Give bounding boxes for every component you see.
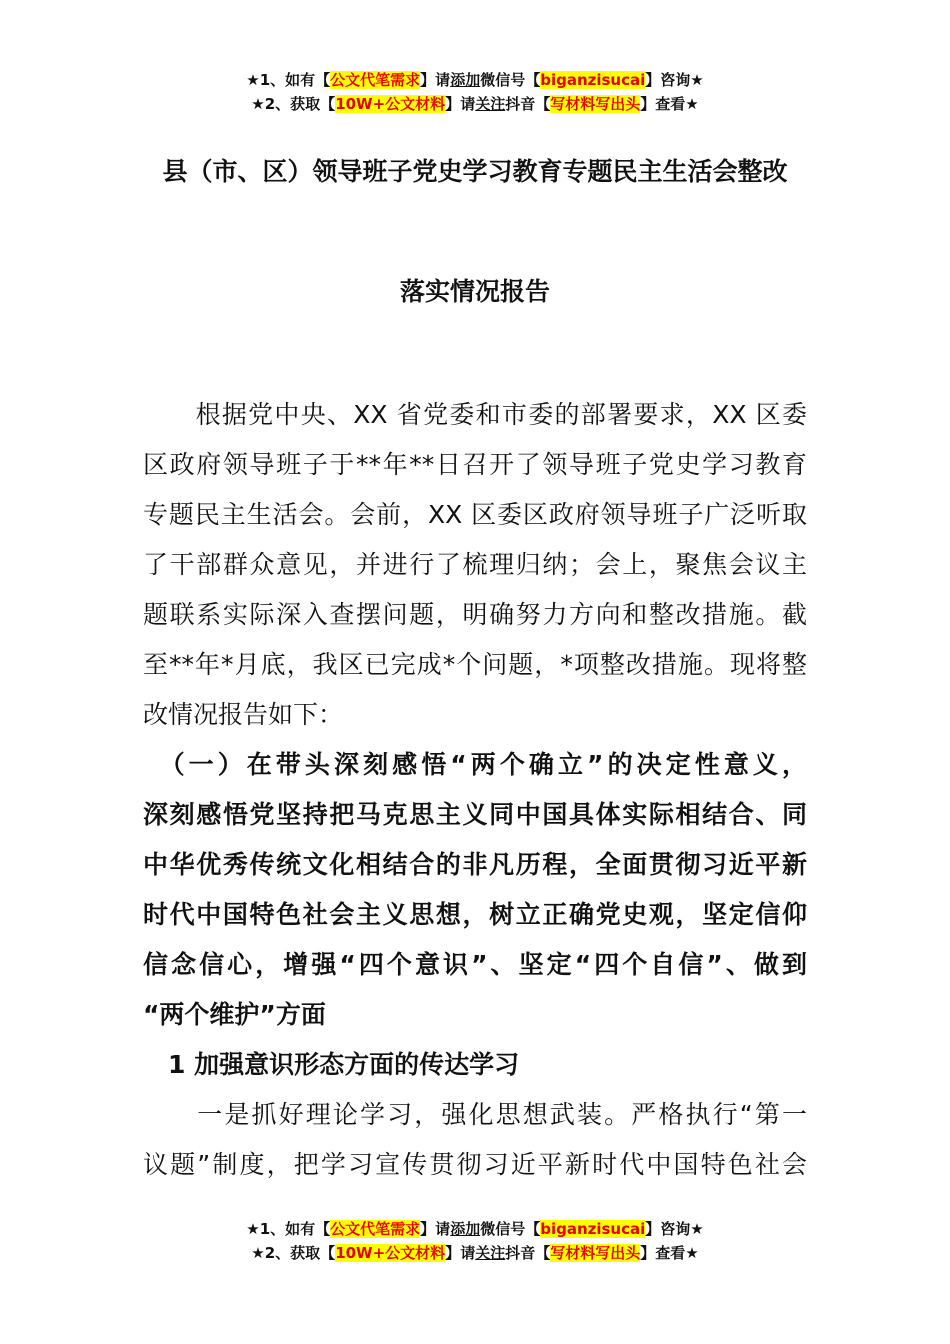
banner-line-1: [0, 68, 950, 92]
text-line: 改情况报告如下：: [143, 700, 344, 729]
subheading-1: [143, 1040, 807, 1090]
paragraph-2: [143, 1090, 807, 1190]
banner-highlight-materials: 10W+公文材料: [335, 95, 446, 113]
text-line: 议题”制度，把学习宣传贯彻习近平新时代中国特色社会: [143, 1150, 807, 1179]
banner-text: 】请: [420, 1220, 451, 1238]
bottom-banner: [0, 1217, 950, 1265]
banner-text: 】请: [445, 1244, 476, 1262]
banner-text: 】查看★: [640, 1244, 699, 1262]
banner-highlight-service: 公文代笔需求: [330, 71, 421, 89]
banner-underline-add: 添加: [450, 1220, 481, 1238]
heading-line: 中华优秀传统文化相结合的非凡历程，全面贯彻习近平新: [143, 850, 807, 879]
text-line: 根据党中央、XX 省党委和市委的部署要求，XX 区委: [143, 400, 807, 429]
banner-line-1: [0, 1217, 950, 1241]
banner-underline-add: 添加: [450, 71, 481, 89]
banner-text: ★2、获取【: [251, 1244, 336, 1262]
text-line: 专题民主生活会。会前，XX 区委区政府领导班子广泛听取: [143, 500, 807, 529]
banner-line-2: [0, 92, 950, 116]
text-line: 了干部群众意见，并进行了梳理归纳；会上，聚焦会议主: [143, 550, 807, 579]
banner-text: 】咨询★: [645, 1220, 704, 1238]
section-heading-1: [143, 740, 807, 1040]
document-title-line-1: 县（市、区）领导班子党史学习教育专题民主生活会整改: [162, 157, 788, 186]
banner-line-2: [0, 1241, 950, 1265]
banner-text: 】咨询★: [645, 71, 704, 89]
banner-highlight-wechat-id: biganzisucai: [540, 71, 646, 89]
text-line: 至**年*月底，我区已完成*个问题，*项整改措施。现将整: [143, 650, 807, 679]
heading-line: 深刻感悟党坚持把马克思主义同中国具体实际相结合、同: [143, 800, 807, 829]
banner-text: ★2、获取【: [251, 95, 336, 113]
top-banner: [0, 68, 950, 116]
banner-text: 微信号【: [480, 71, 541, 89]
heading-line: 信念信心，增强“四个意识”、坚定“四个自信”、做到: [143, 950, 807, 979]
banner-text: 微信号【: [480, 1220, 541, 1238]
subheading-line: 1 加强意识形态方面的传达学习: [143, 1050, 520, 1079]
heading-line: （一）在带头深刻感悟“两个确立”的决定性意义，: [143, 750, 807, 779]
banner-text: 】查看★: [640, 95, 699, 113]
banner-highlight-materials: 10W+公文材料: [335, 1244, 446, 1262]
banner-text: ★1、如有【: [246, 1220, 331, 1238]
banner-highlight-douyin: 写材料写出头: [550, 95, 641, 113]
banner-text: 】请: [445, 95, 476, 113]
banner-highlight-service: 公文代笔需求: [330, 1220, 421, 1238]
document-title-line-2: 落实情况报告: [399, 277, 550, 306]
text-line: 区政府领导班子于**年**日召开了领导班子党史学习教育: [143, 450, 807, 479]
banner-text: 抖音【: [505, 1244, 551, 1262]
banner-text: 抖音【: [505, 95, 551, 113]
intro-paragraph: [143, 390, 807, 740]
text-line: 一是抓好理论学习，强化思想武装。严格执行“第一: [143, 1100, 807, 1129]
banner-text: 】请: [420, 71, 451, 89]
banner-underline-follow: 关注: [475, 1244, 506, 1262]
banner-highlight-wechat-id: biganzisucai: [540, 1220, 646, 1238]
heading-line: “两个维护”方面: [143, 1000, 326, 1029]
banner-text: ★1、如有【: [246, 71, 331, 89]
text-line: 题联系实际深入查摆问题，明确努力方向和整改措施。截: [143, 600, 807, 629]
heading-line: 时代中国特色社会主义思想，树立正确党史观，坚定信仰: [143, 900, 807, 929]
banner-highlight-douyin: 写材料写出头: [550, 1244, 641, 1262]
banner-underline-follow: 关注: [475, 95, 506, 113]
